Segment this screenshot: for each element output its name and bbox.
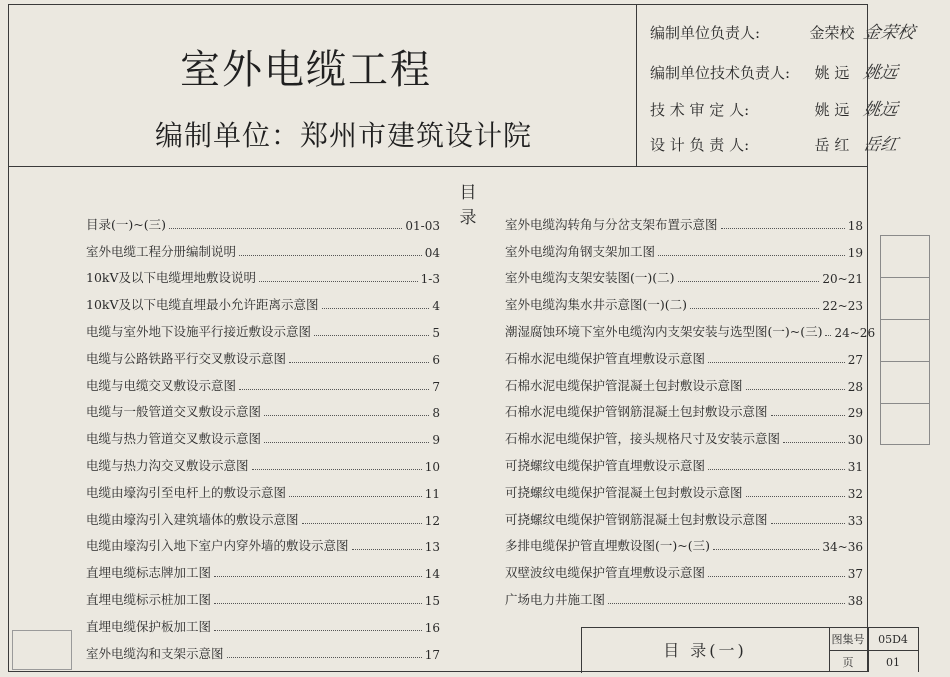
responsible-row [650, 95, 898, 120]
toc-entry-title: 室外电缆沟集水井示意图(一)(二) [505, 297, 688, 313]
toc-entry[interactable] [86, 447, 440, 474]
toc-entry-page: 15 [424, 593, 440, 608]
toc-leader-dots [214, 576, 422, 577]
toc-entry[interactable] [505, 474, 863, 501]
toc-entry-page: 9 [432, 433, 440, 448]
toc-leader-dots [264, 415, 429, 416]
toc-entry-page: 17 [424, 647, 440, 662]
toc-entry-title: 室外电缆沟支架安装图(一)(二) [505, 270, 675, 286]
toc-leader-dots [771, 415, 845, 416]
toc-leader-dots [239, 389, 429, 390]
toc-leader-dots [825, 335, 831, 336]
toc-leader-dots [708, 576, 845, 577]
toc-entry-page: 11 [424, 486, 440, 501]
toc-leader-dots [289, 362, 429, 363]
toc-entry-page: 04 [424, 245, 440, 260]
toc-entry[interactable] [86, 554, 440, 581]
toc-entry[interactable] [505, 528, 863, 555]
toc-entry-page: 28 [847, 379, 863, 394]
atlas-title: 室外电缆工程 [180, 47, 432, 93]
toc-leader-dots [264, 442, 429, 443]
compiling-unit: 编制单位：郑州市建筑设计院 [155, 119, 533, 152]
toc-leader-dots [746, 389, 845, 390]
toc-entry-title: 电缆与室外地下设施平行接近敷设示意图 [86, 323, 312, 339]
toc-entry-page: 12 [424, 513, 440, 528]
responsible-name: 金荣校 [809, 24, 855, 42]
toc-entry-title: 石棉水泥电缆保护管钢筋混凝土包封敷设示意图 [505, 404, 768, 420]
responsible-name: 岳 红 [814, 136, 850, 154]
toc-entry-title: 电缆与一般管道交叉敷设示意图 [86, 404, 262, 420]
toc-entry-title: 室外电缆沟角钢支架加工图 [505, 243, 656, 259]
toc-left-column [86, 206, 440, 662]
toc-leader-dots [678, 281, 820, 282]
toc-title: 目 录 [459, 183, 501, 228]
toc-entry-page: 33 [847, 513, 863, 528]
toc-entry[interactable] [505, 554, 863, 581]
toc-entry-title: 潮湿腐蚀环境下室外电缆沟内支架安装与选型图(一)~(三) [505, 323, 823, 339]
atlas-number-label: 图集号 [831, 633, 865, 646]
responsible-row [650, 58, 898, 83]
toc-entry-title: 直埋电缆标志牌加工图 [86, 565, 212, 581]
toc-entry-title: 双壁波纹电缆保护管直埋敷设示意图 [505, 565, 706, 581]
toc-entry-page: 34~36 [822, 540, 863, 555]
toc-leader-dots [239, 255, 422, 256]
page-number: 01 [886, 655, 900, 669]
toc-entry-title: 可挠螺纹电缆保护管直埋敷设示意图 [505, 457, 706, 473]
toc-entry[interactable] [86, 367, 440, 394]
toc-entry-page: 8 [432, 406, 440, 421]
toc-leader-dots [771, 523, 845, 524]
toc-entry[interactable] [86, 501, 440, 528]
toc-entry-page: 37 [847, 567, 863, 582]
toc-entry[interactable] [86, 206, 440, 233]
responsible-role: 技 术 审 定 人: [650, 101, 750, 119]
toc-entry-title: 电缆与公路铁路平行交叉敷设示意图 [86, 350, 287, 366]
responsible-name: 姚 远 [814, 64, 850, 82]
toc-right-column [505, 206, 876, 608]
binding-cell [881, 362, 929, 404]
toc-entry-page: 01-03 [405, 218, 440, 233]
responsible-row [650, 18, 915, 43]
toc-leader-dots [783, 442, 845, 443]
toc-entry[interactable] [505, 340, 863, 367]
toc-entry-page: 1-3 [420, 272, 440, 287]
toc-entry-page: 18 [847, 218, 863, 233]
toc-entry-title: 室外电缆工程分册编制说明 [86, 243, 237, 259]
binding-cell [881, 278, 929, 320]
toc-entry[interactable] [86, 394, 440, 421]
sheet-name: 目 录(一) [663, 641, 747, 660]
toc-leader-dots [214, 630, 422, 631]
toc-entry-page: 20~21 [822, 272, 863, 287]
responsible-role: 编制单位技术负责人: [650, 64, 791, 82]
toc-leader-dots [302, 523, 422, 524]
toc-entry-page: 38 [847, 593, 863, 608]
toc-leader-dots [169, 228, 402, 229]
toc-entry[interactable] [505, 260, 863, 287]
toc-entry-page: 16 [424, 620, 440, 635]
toc-entry[interactable] [86, 528, 440, 555]
toc-leader-dots [721, 228, 845, 229]
binding-cell [881, 320, 929, 362]
toc-entry-page: 24~26 [834, 325, 876, 340]
toc-entry-page: 5 [432, 325, 440, 340]
corner-stamp [12, 630, 72, 670]
handwritten-signature: 金荣校 [861, 23, 917, 43]
toc-leader-dots [252, 469, 422, 470]
toc-entry-title: 石棉水泥电缆保护管，接头规格尺寸及安装示意图 [505, 431, 781, 447]
toc-entry-title: 电缆与热力管道交叉敷设示意图 [86, 431, 262, 447]
toc-leader-dots [352, 549, 422, 550]
responsible-name: 姚 远 [814, 101, 850, 119]
toc-leader-dots [214, 603, 422, 604]
toc-entry[interactable] [86, 581, 440, 608]
toc-entry-title: 电缆由壕沟引入地下室户内穿外墙的敷设示意图 [86, 538, 349, 554]
toc-entry-title: 石棉水泥电缆保护管混凝土包封敷设示意图 [505, 377, 743, 393]
responsible-row [650, 130, 898, 155]
toc-entry[interactable] [505, 206, 863, 233]
atlas-number: 05D4 [878, 632, 908, 646]
toc-entry[interactable] [86, 313, 440, 340]
toc-entry[interactable] [505, 420, 863, 447]
toc-leader-dots [708, 362, 845, 363]
toc-entry-title: 石棉水泥电缆保护管直埋敷设示意图 [505, 350, 706, 366]
toc-entry-page: 31 [847, 459, 863, 474]
toc-entry-title: 直埋电缆标示桩加工图 [86, 591, 212, 607]
toc-entry-page: 6 [432, 352, 440, 367]
toc-entry[interactable] [86, 340, 440, 367]
toc-entry-title: 室外电缆沟转角与分岔支架布置示意图 [505, 216, 718, 232]
toc-entry-title: 电缆由壕沟引入建筑墙体的敷设示意图 [86, 511, 299, 527]
page-label: 页 [842, 656, 854, 669]
toc-entry-page: 14 [424, 567, 440, 582]
toc-entry-page: 32 [847, 486, 863, 501]
toc-leader-dots [227, 657, 422, 658]
toc-entry[interactable] [86, 474, 440, 501]
responsible-role: 编制单位负责人: [650, 24, 761, 42]
toc-entry-page: 27 [847, 352, 863, 367]
toc-entry-page: 10 [424, 459, 440, 474]
toc-entry-title: 室外电缆沟和支架示意图 [86, 645, 224, 661]
toc-leader-dots [713, 549, 819, 550]
handwritten-signature: 岳红 [861, 135, 900, 155]
toc-leader-dots [608, 603, 845, 604]
toc-entry[interactable] [86, 608, 440, 635]
toc-entry[interactable] [505, 581, 863, 608]
toc-entry[interactable] [86, 635, 440, 662]
toc-entry-title: 广场电力井施工图 [505, 591, 606, 607]
toc-entry[interactable] [505, 501, 863, 528]
toc-leader-dots [690, 308, 819, 309]
toc-entry[interactable] [86, 260, 440, 287]
toc-leader-dots [322, 308, 430, 309]
responsible-role: 设 计 负 责 人: [650, 136, 750, 154]
toc-entry[interactable] [505, 286, 863, 313]
toc-entry-title: 直埋电缆保护板加工图 [86, 618, 212, 634]
toc-entry[interactable] [505, 367, 863, 394]
tb-divider [918, 627, 919, 672]
toc-leader-dots [746, 496, 845, 497]
toc-entry-title: 多排电缆保护管直埋敷设图(一)~(三) [505, 538, 710, 554]
toc-entry-title: 10kV及以下电缆直埋最小允许距离示意图 [86, 297, 319, 313]
toc-leader-dots [708, 469, 845, 470]
toc-entry-page: 29 [847, 406, 863, 421]
toc-entry-title: 可挠螺纹电缆保护管混凝土包封敷设示意图 [505, 484, 743, 500]
toc-entry-page: 22~23 [822, 299, 863, 314]
toc-entry-page: 13 [424, 540, 440, 555]
toc-entry-title: 10kV及以下电缆埋地敷设说明 [86, 270, 257, 286]
header-divider [8, 166, 868, 167]
toc-entry-title: 电缆由壕沟引至电杆上的敷设示意图 [86, 484, 287, 500]
toc-entry-title: 电缆与电缆交叉敷设示意图 [86, 377, 237, 393]
toc-entry[interactable] [86, 233, 440, 260]
toc-entry[interactable] [505, 313, 876, 340]
toc-entry-page: 30 [847, 433, 863, 448]
toc-leader-dots [289, 496, 422, 497]
handwritten-signature: 姚远 [861, 100, 900, 120]
toc-entry[interactable] [86, 286, 440, 313]
toc-entry-title: 可挠螺纹电缆保护管钢筋混凝土包封敷设示意图 [505, 511, 768, 527]
toc-entry-page: 19 [847, 245, 863, 260]
toc-leader-dots [658, 255, 845, 256]
binding-cell [881, 236, 929, 278]
binding-strip [880, 235, 930, 445]
toc-leader-dots [259, 281, 418, 282]
toc-leader-dots [314, 335, 429, 336]
toc-entry-page: 7 [432, 379, 440, 394]
handwritten-signature: 姚远 [861, 63, 900, 83]
toc-entry[interactable] [505, 394, 863, 421]
toc-entry-page: 4 [432, 299, 440, 314]
toc-entry-title: 电缆与热力沟交叉敷设示意图 [86, 457, 249, 473]
binding-cell [881, 404, 929, 446]
toc-entry[interactable] [86, 420, 440, 447]
toc-entry[interactable] [505, 447, 863, 474]
toc-entry[interactable] [505, 233, 863, 260]
toc-entry-title: 目录(一)~(三) [86, 216, 166, 232]
